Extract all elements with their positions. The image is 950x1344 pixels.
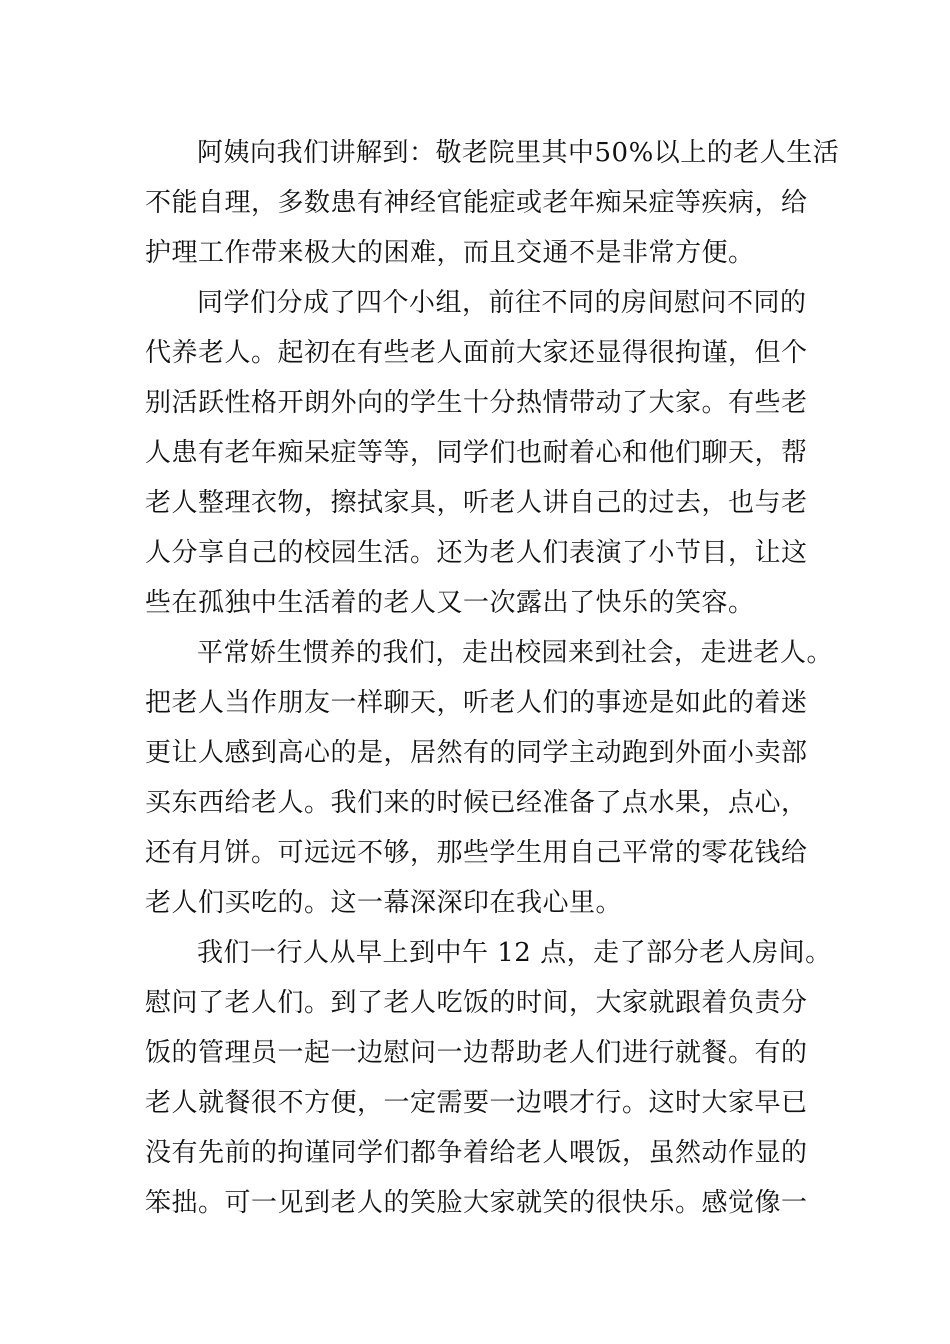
text-line: 把老人当作朋友一样聊天，听老人们的事迹是如此的着迷 <box>145 688 808 718</box>
document-body <box>145 128 840 1228</box>
text-line: 别活跃性格开朗外向的学生十分热情带动了大家。有些老 <box>145 388 808 418</box>
paragraph-1 <box>145 128 840 278</box>
text-line: 老人们买吃的。这一幕深深印在我心里。 <box>145 888 623 918</box>
text-line: 些在孤独中生活着的老人又一次露出了快乐的笑容。 <box>145 588 755 618</box>
text-line: 代养老人。起初在有些老人面前大家还显得很拘谨，但个 <box>145 338 808 368</box>
text-line: 我们一行人从早上到中午 12 点，走了部分老人房间。 <box>197 938 832 968</box>
paragraph-2 <box>145 278 825 628</box>
text-line: 老人整理衣物，擦拭家具，听老人讲自己的过去，也与老 <box>145 488 808 518</box>
text-line: 买东西给老人。我们来的时候已经准备了点水果，点心， <box>145 788 808 818</box>
text-line: 人患有老年痴呆症等等，同学们也耐着心和他们聊天，帮 <box>145 438 808 468</box>
text-line: 护理工作带来极大的困难，而且交通不是非常方便。 <box>145 238 755 268</box>
paragraph-4 <box>145 928 832 1228</box>
text-line: 平常娇生惯养的我们，走出校园来到社会，走进老人。 <box>197 638 834 668</box>
text-line: 老人就餐很不方便，一定需要一边喂才行。这时大家早已 <box>145 1088 808 1118</box>
text-line: 饭的管理员一起一边慰问一边帮助老人们进行就餐。有的 <box>145 1038 808 1068</box>
text-line: 没有先前的拘谨同学们都争着给老人喂饭，虽然动作显的 <box>145 1138 808 1168</box>
text-line: 还有月饼。可远远不够，那些学生用自己平常的零花钱给 <box>145 838 808 868</box>
text-line: 更让人感到高心的是，居然有的同学主动跑到外面小卖部 <box>145 738 808 768</box>
text-line: 笨拙。可一见到老人的笑脸大家就笑的很快乐。感觉像一 <box>145 1188 808 1218</box>
text-line: 不能自理，多数患有神经官能症或老年痴呆症等疾病，给 <box>145 188 808 218</box>
text-line: 阿姨向我们讲解到：敬老院里其中50%以上的老人生活 <box>197 138 840 168</box>
paragraph-3 <box>145 628 834 928</box>
text-line: 人分享自己的校园生活。还为老人们表演了小节目，让这 <box>145 538 808 568</box>
text-line: 同学们分成了四个小组，前往不同的房间慰问不同的 <box>197 288 807 318</box>
text-line: 慰问了老人们。到了老人吃饭的时间，大家就跟着负责分 <box>145 988 808 1018</box>
